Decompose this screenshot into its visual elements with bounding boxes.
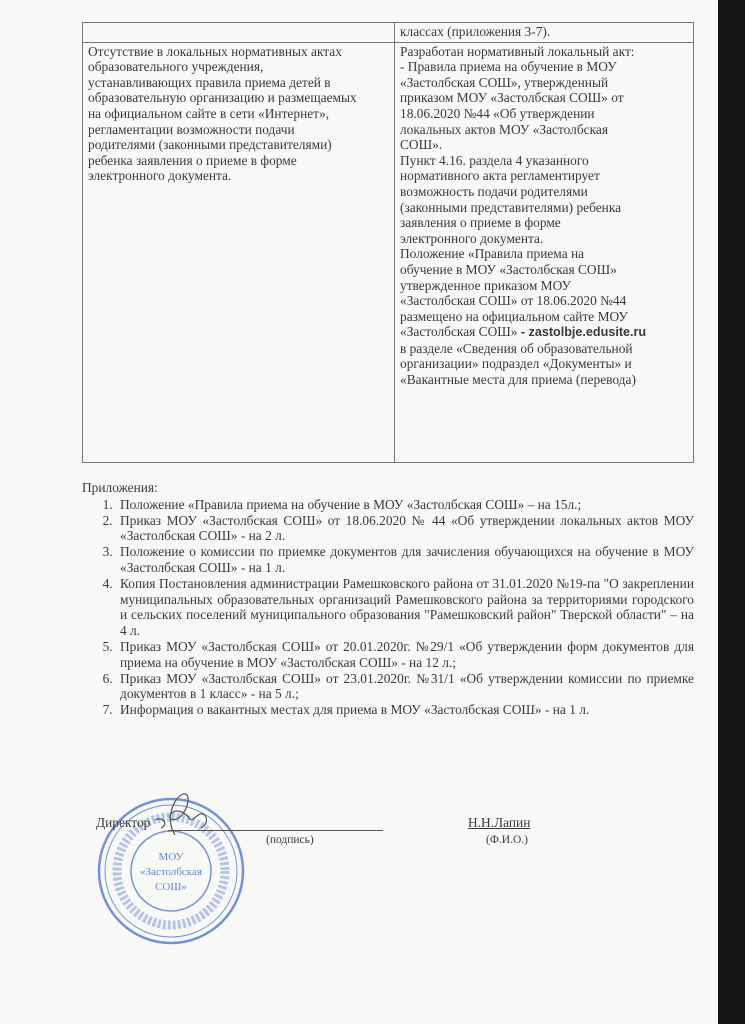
signatory-role: Директор <box>96 815 151 830</box>
stamp-text: «Застолбская <box>140 866 202 878</box>
attachment-item: 5. Приказ МОУ «Застолбская СОШ» от 20.01.2020г. №29/1 «Об утверждении форм документов для приема на обучение в МОУ «Застолбская СОШ» - на 12 л.; <box>116 639 694 671</box>
attachment-item: 4. Копия Постановления администрации Рамешковского района от 31.01.2020 №19-па "О закреплении муниципальных образовательных организаций Рамешковского района за территориями городского и сельских поселений муниципального образования "Рамешковский район" Тверской области" – на 4 л. <box>116 576 694 639</box>
attachment-item: 6. Приказ МОУ «Застолбская СОШ» от 23.01.2020г. №31/1 «Об утверждении комиссии по приемке документов в 1 класс» - на 5 л.; <box>116 671 694 703</box>
cell-line: регламентации возможности подачи <box>88 121 295 137</box>
cell-line: возможность подачи родителями <box>400 183 588 199</box>
attachment-item: 1. Положение «Правила приема на обучение в МОУ «Застолбская СОШ» – на 15л.; <box>116 497 694 513</box>
cell-line: заявления о приеме в форме <box>400 215 561 231</box>
cell-line-with-url <box>400 324 688 341</box>
cell-line: Разработан нормативный локальный акт: <box>400 43 635 59</box>
signatory-name: Н.Н.Лапин <box>468 815 531 830</box>
table-cell-measures <box>395 42 694 462</box>
table-row <box>83 23 694 43</box>
table-cell-violation <box>83 23 395 43</box>
cell-line: на официальном сайте в сети «Интернет», <box>88 105 330 121</box>
cell-line: СОШ». <box>400 137 443 153</box>
cell-line: приказом МОУ «Застолбская СОШ» от <box>400 90 624 106</box>
table-cell-violation <box>83 42 395 462</box>
cell-line: 18.06.2020 №44 «Об утверждении <box>400 105 595 121</box>
attachment-item: 2. Приказ МОУ «Застолбская СОШ» от 18.06.2020 № 44 «Об утверждении локальных актов МОУ «Застолбская СОШ» - на 2 л. <box>116 513 694 545</box>
cell-line: Пункт 4.16. раздела 4 указанного <box>400 152 589 168</box>
cell-line: организации» подраздел «Документы» и <box>400 356 632 372</box>
url-dash: - <box>520 325 529 340</box>
scan-edge <box>718 0 745 1024</box>
findings-table <box>82 22 694 463</box>
attachments-section <box>82 480 694 718</box>
handwritten-signature <box>145 790 215 840</box>
cell-line: родителями (законными представителями) <box>88 137 332 153</box>
cell-line: - Правила приема на обучение в МОУ <box>400 59 617 75</box>
cell-text: «Застолбская СОШ» <box>400 324 521 340</box>
cell-line: образовательную организацию и размещаемых <box>88 90 357 106</box>
table-row <box>83 42 694 462</box>
cell-line: (законными представителями) ребенка <box>400 199 622 215</box>
cell-line: размещено на официальном сайте МОУ <box>400 308 628 324</box>
cell-line: нормативного акта регламентирует <box>400 168 600 184</box>
cell-line: Положение «Правила приема на <box>400 246 585 262</box>
cell-line: электронного документа. <box>400 230 544 246</box>
attachment-item: 7. Информация о вакантных местах для приема в МОУ «Застолбская СОШ» - на 1 л. <box>116 702 694 718</box>
attachment-item: 3. Положение о комиссии по приемке документов для зачисления обучающихся на обучение в МОУ «Застолбская СОШ» - на 1 л. <box>116 544 694 576</box>
cell-line: «Застолбская СОШ», утвержденный <box>400 74 609 90</box>
attachments-title: Приложения: <box>82 480 158 495</box>
cell-line: «Вакантные места для приема (перевода) <box>400 372 636 388</box>
website-link[interactable]: zastolbje.edusite.ru <box>528 325 647 340</box>
name-caption: (Ф.И.О.) <box>486 834 528 846</box>
cell-line: «Застолбская СОШ» от 18.06.2020 №44 <box>400 293 627 309</box>
stamp-text: СОШ» <box>155 881 187 893</box>
stamp-text: МОУ <box>158 851 184 863</box>
table-cell-measures: классах (приложения 3-7). <box>395 23 694 43</box>
cell-line: образовательного учреждения, <box>88 59 264 75</box>
cell-line: локальных актов МОУ «Застолбская <box>400 121 609 137</box>
attachments-list <box>82 497 694 718</box>
cell-line: электронного документа. <box>88 168 232 184</box>
cell-line: в разделе «Сведения об образовательной <box>400 340 633 356</box>
cell-line: ребенка заявления о приеме в форме <box>88 152 297 168</box>
cell-line: Отсутствие в локальных нормативных актах <box>88 43 342 59</box>
cell-line: устанавливающих правила приема детей в <box>88 74 331 90</box>
cell-line: утвержденное приказом МОУ <box>400 277 571 293</box>
signature-caption: (подпись) <box>266 834 314 846</box>
cell-line: обучение в МОУ «Застолбская СОШ» <box>400 261 617 277</box>
